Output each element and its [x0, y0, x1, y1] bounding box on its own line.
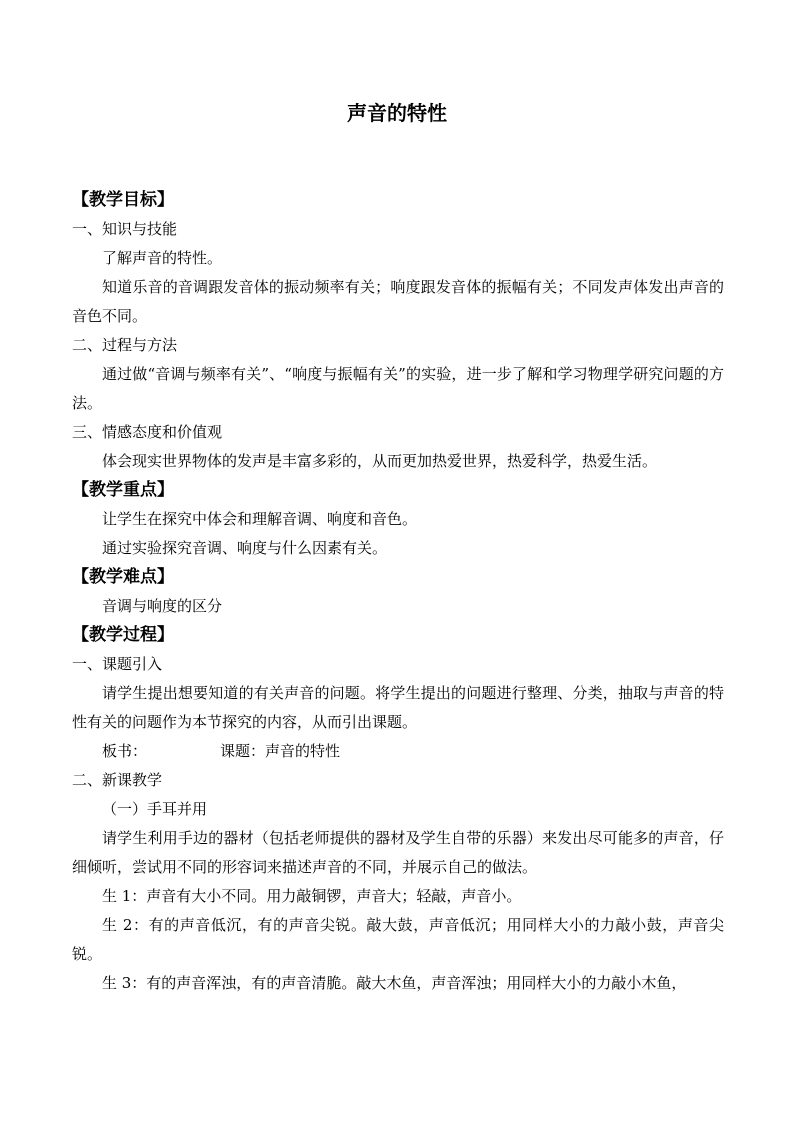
board-value: 课题：声音的特性: [220, 742, 341, 760]
paragraph: 通过实验探究音调、响度与什么因素有关。: [102, 539, 388, 557]
board-line: [72, 737, 724, 766]
paragraph: 让学生在探究中体会和理解音调、响度和音色。: [102, 510, 418, 528]
section-heading-goals: 【教学目标】: [72, 190, 174, 210]
student-answer: 生 2：有的声音低沉，有的声音尖锐。敲大鼓，声音低沉；用同样大小的力敲小鼓，声音尖锐。: [72, 916, 724, 963]
section-heading-difficulty: 【教学难点】: [72, 567, 174, 587]
paragraph: 了解声音的特性。: [102, 249, 223, 267]
paragraph: 音调与响度的区分: [102, 597, 223, 615]
paragraph: 通过做“音调与频率有关”、“响度与振幅有关”的实验，进一步了解和学习物理学研究问题的方法。: [72, 365, 724, 412]
part-heading: （一）手耳并用: [102, 800, 208, 818]
subsection-intro: 一、课题引入: [72, 655, 163, 673]
page-title: 声音的特性: [347, 101, 447, 125]
student-answer: 生 1：声音有大小不同。用力敲铜锣，声音大；轻敲，声音小。: [102, 887, 522, 905]
subsection-new-lesson: 二、新课教学: [72, 771, 163, 789]
subsection-process-method: 二、过程与方法: [72, 336, 178, 354]
subsection-knowledge: 一、知识与技能: [72, 220, 178, 238]
subsection-attitude: 三、情感态度和价值观: [72, 423, 223, 441]
student-answer: 生 3：有的声音浑浊，有的声音清脆。敲大木鱼，声音浑浊；用同样大小的力敲小木鱼，: [102, 974, 687, 992]
paragraph: 请学生提出想要知道的有关声音的问题。将学生提出的问题进行整理、分类，抽取与声音的特性有关的问题作为本节探究的内容，从而引出课题。: [72, 684, 724, 731]
paragraph: 请学生利用手边的器材（包括老师提供的器材及学生自带的乐器）来发出尽可能多的声音，仔细倾听，尝试用不同的形容词来描述声音的不同，并展示自己的做法。: [72, 829, 724, 876]
board-label: 板书：: [102, 742, 148, 760]
section-heading-process: 【教学过程】: [72, 625, 174, 645]
document-body: [72, 186, 724, 998]
paragraph: 体会现实世界物体的发声是丰富多彩的，从而更加热爱世界，热爱科学，热爱生活。: [102, 452, 658, 470]
section-heading-key-points: 【教学重点】: [72, 480, 174, 500]
paragraph: 知道乐音的音调跟发音体的振动频率有关；响度跟发音体的振幅有关；不同发声体发出声音的音色不同。: [72, 278, 724, 325]
